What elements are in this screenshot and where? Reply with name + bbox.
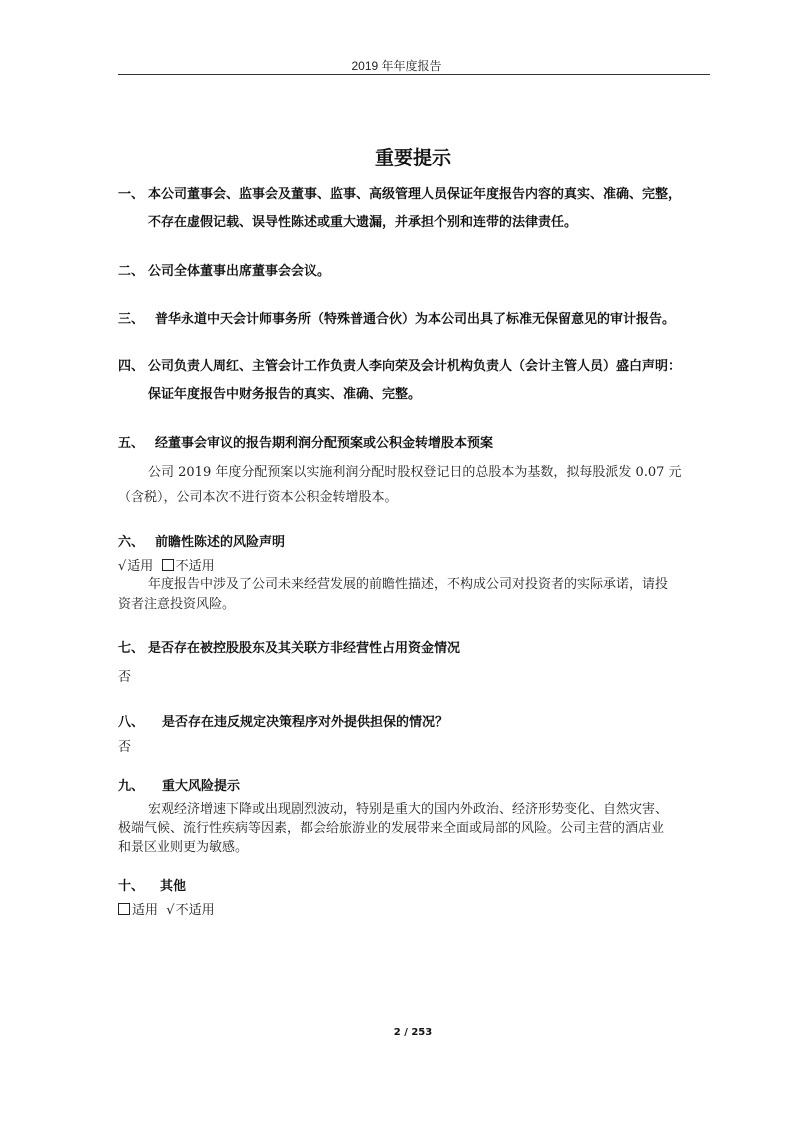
item-4-line-2: 保证年度报告中财务报告的真实、准确、完整。 <box>148 387 422 402</box>
item-4-line-1: 公司负责人周红、主管会计工作负责人李向荣及会计机构负责人（会计主管人员）盛白声明： <box>148 359 682 374</box>
item-6-body-line-1: 年度报告中涉及了公司未来经营发展的前瞻性描述，不构成公司对投资者的实际承诺，请投 <box>148 577 669 592</box>
item-2-text: 公司全体董事出席董事会会议。 <box>148 264 331 279</box>
item-3-text: 普华永道中天会计师事务所（特殊普通合伙）为本公司出具了标准无保留意见的审计报告。 <box>155 312 676 327</box>
item-9-body-line-3: 和景区业则更为敏感。 <box>118 840 249 855</box>
header-rule <box>118 74 710 75</box>
checkmark-icon: √ <box>118 559 127 574</box>
item-7-answer: 否 <box>118 670 132 685</box>
checkbox-empty-icon <box>162 559 174 571</box>
item-5-body-line-1: 公司 2019 年度分配预案以实施利润分配时股权登记日的总股本为基数，拟每股派发 0.07 元 <box>148 465 682 480</box>
page-header: 2019 年年度报告 <box>351 59 442 73</box>
checkbox-empty-icon <box>118 903 130 915</box>
item-9-heading: 重大风险提示 <box>162 779 241 794</box>
item-3-number: 三、 <box>118 312 145 327</box>
item-1-line-1: 本公司董事会、监事会及董事、监事、高级管理人员保证年度报告内容的真实、准确、完整， <box>148 187 682 202</box>
item-8-number: 八、 <box>118 715 145 730</box>
item-8-answer: 否 <box>118 740 132 755</box>
item-7-number: 七、 <box>118 641 145 656</box>
item-8-heading: 是否存在违反规定决策程序对外提供担保的情况？ <box>162 715 449 730</box>
item-9-body-line-2: 极端气候、流行性疾病等因素，都会给旅游业的发展带来全面或局部的风险。公司主营的酒店业 <box>118 821 665 836</box>
checkmark-icon: √ <box>166 903 175 918</box>
item-7-heading: 是否存在被控股股东及其关联方非经营性占用资金情况 <box>148 641 461 656</box>
item-1-number: 一、 <box>118 187 145 202</box>
item-9-number: 九、 <box>118 779 145 794</box>
applicable-label: 适用 <box>127 559 154 574</box>
item-1-line-2: 不存在虚假记载、误导性陈述或重大遗漏，并承担个别和连带的法律责任。 <box>148 215 578 230</box>
page-number: 2 / 253 <box>393 1027 433 1038</box>
item-6-number: 六、 <box>118 535 145 550</box>
item-6-heading: 前瞻性陈述的风险声明 <box>155 535 286 550</box>
item-5-heading: 经董事会审议的报告期利润分配预案或公积金转增股本预案 <box>155 436 494 451</box>
item-5-number: 五、 <box>118 436 145 451</box>
not-applicable-label: 不适用 <box>175 903 215 918</box>
applicable-label: 适用 <box>132 903 159 918</box>
item-4-number: 四、 <box>118 359 145 374</box>
not-applicable-label: 不适用 <box>175 559 215 574</box>
page-title: 重要提示 <box>374 147 451 169</box>
item-6-body-line-2: 资者注意投资风险。 <box>118 597 236 612</box>
item-10-heading: 其他 <box>160 879 187 894</box>
item-10-number: 十、 <box>118 879 145 894</box>
item-10-applicability <box>118 900 215 921</box>
item-2-number: 二、 <box>118 264 145 279</box>
item-5-body-line-2: （含税），公司本次不进行资本公积金转增股本。 <box>118 490 398 505</box>
item-9-body-line-1: 宏观经济增速下降或出现剧烈波动，特别是重大的国内外政治、经济形势变化、自然灾害、 <box>148 802 669 817</box>
